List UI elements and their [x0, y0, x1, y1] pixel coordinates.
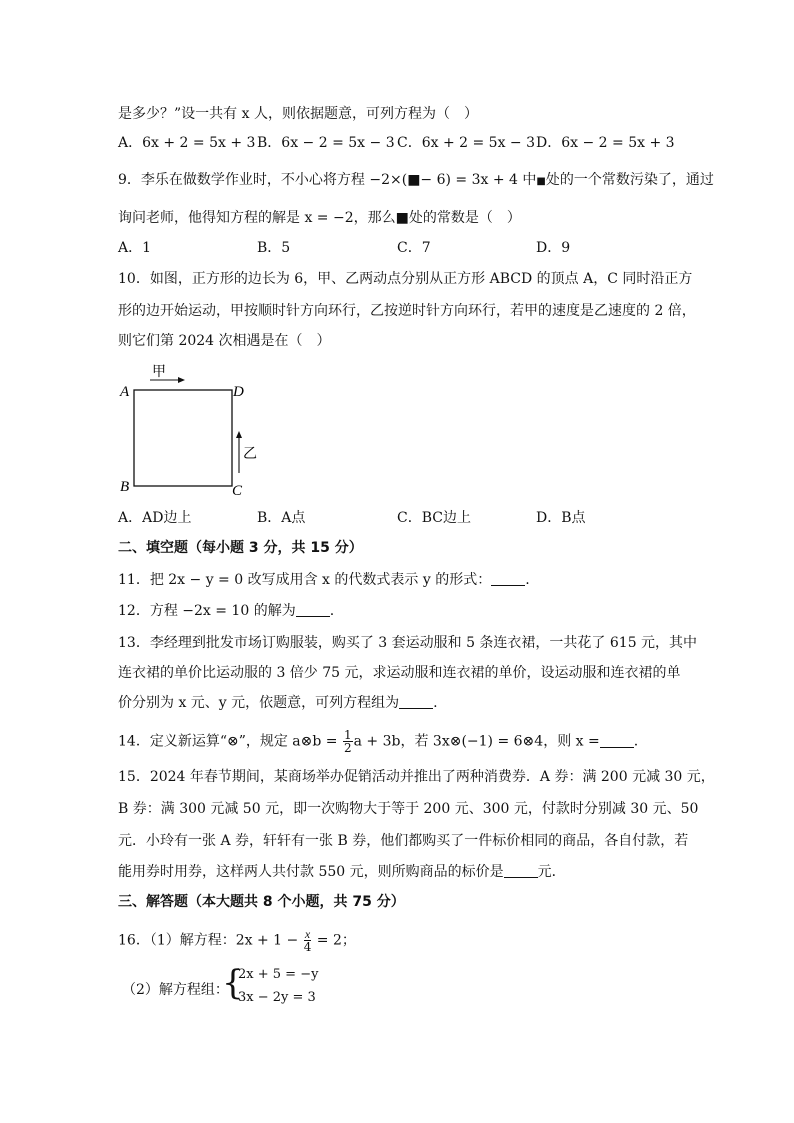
q15-answer-blank[interactable] [504, 863, 538, 878]
q14-text-a: 14．定义新运算“⊗”，规定 a⊗b = [118, 733, 338, 750]
q16-part1-text-a: 16．（1）解方程：2x + 1 − [118, 932, 299, 949]
q9-text-a: 9．李乐在做数学作业时，不小心将方程 −2×( [118, 172, 408, 188]
q11-end: . [525, 572, 530, 588]
q9-option-b: B．5 [257, 240, 291, 256]
q13-line2: 连衣裙的单价比运动服的 3 倍少 75 元，求运动服和连衣裙的单价，设运动服和连衣裙的单 [118, 665, 681, 681]
q13-text: 价分别为 x 元、y 元，依题意，可列方程组为 [118, 695, 400, 711]
q8-option-a: A．6x + 2 = 5x + 3 [118, 135, 256, 151]
q12-answer-blank[interactable] [296, 602, 330, 617]
q8-option-c: C．6x + 2 = 5x − 3 [397, 135, 536, 151]
q14-end: . [633, 733, 639, 750]
q8-option-d: D．6x − 2 = 5x + 3 [536, 135, 675, 151]
q10-option-d: D．B点 [536, 510, 586, 526]
q9-stem-line2: 询问老师，他得知方程的解是 x = −2，那么■处的常数是（ ） [118, 210, 521, 226]
q8-stem: 是多少？”设一共有 x 人，则依据题意，可列方程为（ ） [118, 106, 478, 122]
q11-answer-blank[interactable] [491, 571, 525, 586]
q10-stem-line2: 形的边开始运动，甲按顺时针方向环行，乙按逆时针方向环行，若甲的速度是乙速度的 2 倍， [118, 303, 696, 319]
q11-text: 11．把 2x − y = 0 改写成用含 x 的代数式表示 y 的形式： [118, 572, 492, 588]
q11 [118, 570, 530, 590]
fraction-numerator: x [304, 927, 311, 941]
q15-end: 元． [537, 864, 566, 880]
q9-option-c: C．7 [397, 240, 431, 256]
q15-line2: B 券：满 300 元减 50 元，即一次购物大于等于 200 元、300 元，付款时分别减 30 元、50 [118, 801, 699, 817]
square-figure [112, 358, 272, 500]
q13-answer-blank[interactable] [399, 694, 433, 709]
q9-text-b: − 6) = 3x + 4 中 [420, 172, 537, 188]
q15-line3: 元．小玲有一张 A 券，轩轩有一张 B 券，他们都购买了一件标价相同的商品，各自付款，若 [118, 833, 689, 849]
q10-option-c: C．BC边上 [397, 510, 471, 526]
q9-text-c: 处的一个常数污染了，通过 [545, 172, 714, 188]
q12-end: . [329, 603, 335, 619]
label-yi: 乙 [243, 446, 257, 462]
q16-fraction [304, 928, 312, 953]
q16-eq1: 2x + 5 = −y [238, 967, 319, 982]
q16-part1-text-b: = 2； [316, 932, 356, 949]
fraction-denominator: 2 [343, 741, 352, 755]
fraction-numerator: 1 [343, 728, 352, 742]
section-3-heading: 三、解答题（本大题共 8 个小题，共 75 分） [118, 894, 405, 910]
q16-eq2: 3x − 2y = 3 [238, 990, 316, 1005]
q10-stem-line3: 则它们第 2024 次相遇是在（ ） [118, 333, 331, 349]
q15-line1: 15．2024 年春节期间，某商场举办促销活动并推出了两种消费券．A 券：满 200 元减 30 元， [118, 769, 715, 785]
q8-option-b: B．6x − 2 = 5x − 3 [257, 135, 395, 151]
q14-fraction [343, 729, 353, 754]
q13-line1: 13．李经理到批发市场订购服装，购买了 3 套运动服和 5 条连衣裙，一共花了 615 元，其中 [118, 635, 698, 651]
label-jia: 甲 [152, 364, 166, 380]
vertex-c: C [232, 483, 243, 499]
section-2-heading: 二、填空题（每小题 3 分，共 15 分） [118, 540, 363, 556]
q16-part2-label: （2）解方程组： [122, 982, 229, 998]
q10-stem-line1: 10．如图，正方形的边长为 6，甲、乙两动点分别从正方形 ABCD 的顶点 A，C 同时沿正方 [118, 271, 693, 287]
q9-option-d: D．9 [536, 240, 571, 256]
q13-line3 [118, 693, 438, 713]
q12-text: 12．方程 −2x = 10 的解为 [118, 603, 296, 619]
arrow-jia-head-icon [178, 377, 185, 383]
q9-option-a: A．1 [118, 240, 152, 256]
q16-part1 [118, 928, 356, 953]
fraction-denominator: 4 [303, 940, 312, 954]
q13-end: . [433, 695, 438, 711]
q15-line4 [118, 862, 566, 882]
q14-answer-blank[interactable] [600, 733, 634, 748]
brace-icon: { [222, 963, 244, 1003]
q14 [118, 729, 638, 754]
vertex-d: D [233, 384, 244, 400]
ink-block-icon: ■ [407, 172, 421, 188]
square-abcd [134, 390, 232, 486]
q14-text-b: a + 3b，若 3x⊗(−1) = 6⊗4，则 x = [353, 733, 600, 750]
ink-block-icon: ■ [536, 176, 546, 187]
q12 [118, 601, 334, 621]
arrow-yi-head-icon [236, 431, 242, 438]
vertex-a: A [120, 384, 130, 400]
q9-stem-line1 [118, 170, 714, 192]
q10-option-a: A．AD边上 [118, 510, 192, 526]
vertex-b: B [120, 479, 130, 495]
q10-option-b: B．A点 [257, 510, 306, 526]
q15-text: 能用券时用券，这样两人共付款 550 元，则所购商品的标价是 [118, 864, 504, 880]
